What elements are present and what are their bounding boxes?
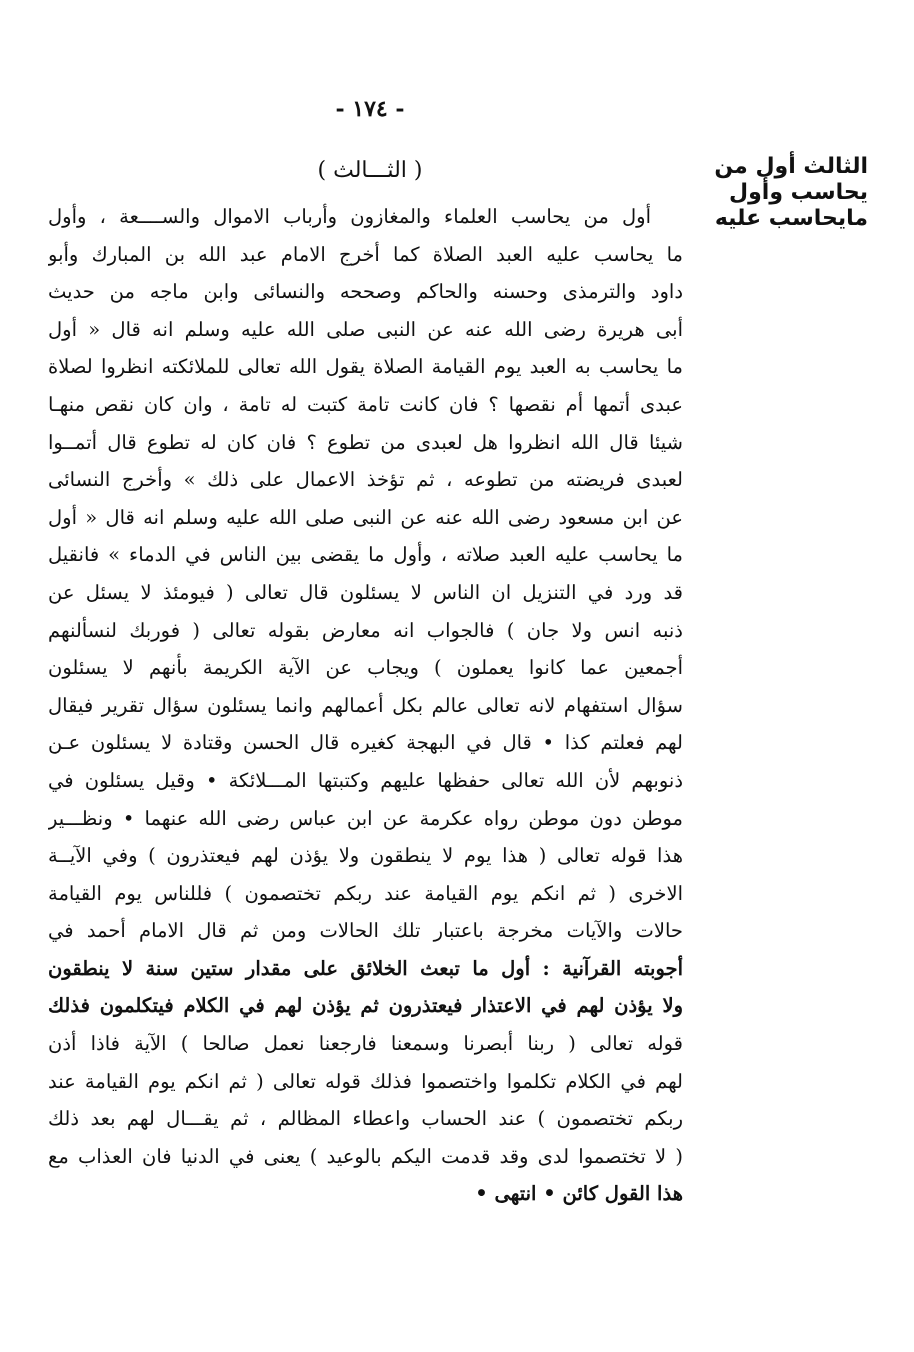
text-line: ذنبه انس ولا جان ) فالجواب انه معارض بقوله تعالى ( فوربك لنسألنهم <box>48 618 683 642</box>
text-line: ما يحاسب عليه العبد الصلاة كما أخرج الامام عبد الله بن المبارك وأبو <box>48 242 683 266</box>
body-text <box>48 198 683 1213</box>
text-line-final: هذا القول كائن • انتهى • <box>475 1182 683 1206</box>
text-line: ذنوبهم لأن الله تعالى حفظها عليهم وكتبتها المـــلائكة • وقيل يسئلون في <box>48 768 683 792</box>
text-line: موطن دون موطن رواه عكرمة عن ابن عباس رضى الله عنهما • ونظـــير <box>48 806 683 830</box>
text-line: حالات والآيات مخرجة باعتبار تلك الحالات ومن ثم قال الامام أحمد في <box>48 919 683 943</box>
text-line-bold: أجوبته القرآنية : أول ما تبعث الخلائق على مقدار ستين سنة لا ينطقون <box>48 956 683 980</box>
margin-note-line: مايحاسب عليه <box>714 206 868 231</box>
text-line: لعبدى فريضته من تطوعه ، ثم تؤخذ الاعمال على ذلك » وأخرج النسائى <box>48 468 683 492</box>
text-line: أول من يحاسب العلماء والمغازون وأرباب الاموال والســــعة ، وأول <box>48 205 651 228</box>
text-line: سؤال استفهام لانه تعالى عالم بكل أعمالهم وانما يسئلون سؤال تقرير فيقال <box>48 693 683 717</box>
text-line: ربكم تختصمون ) عند الحساب واعطاء المظالم ، ثم يقـــال لهم بعد ذلك <box>48 1107 683 1131</box>
text-line-bold: ولا يؤذن لهم في الاعتذار فيعتذرون ثم يؤذن لهم في الكلام فيتكلمون فذلك <box>48 994 683 1018</box>
text-line: لهم في الكلام تكلموا واختصموا فذلك قوله تعالى ( ثم انكم يوم القيامة عند <box>48 1069 683 1093</box>
text-line: عن ابن مسعود رضى الله عنه عن النبى صلى الله عليه وسلم انه قال « أول <box>48 505 683 529</box>
text-line: الاخرى ( ثم انكم يوم القيامة عند ربكم تختصمون ) فللناس يوم القيامة <box>48 881 683 905</box>
page-number: - ١٧٤ - <box>335 96 405 122</box>
margin-note <box>714 154 868 232</box>
text-line: قوله تعالى ( ربنا أبصرنا وسمعنا فارجعنا نعمل صالحا ) الآية فاذا أذن <box>48 1032 683 1056</box>
text-line: لهم فعلتم كذا • قال في البهجة كغيره قال الحسن وقتادة لا يسئلون عـن <box>48 731 683 755</box>
margin-note-line: الثالث أول من <box>714 154 868 179</box>
text-line: أبى هريرة رضى الله عنه عن النبى صلى الله عليه وسلم انه قال « أول <box>48 317 683 341</box>
margin-note-line: يحاسب وأول <box>729 180 868 205</box>
text-line: شيئا قال الله انظروا هل لعبدى من تطوع ؟ فان كان له تطوع قال أتمــوا <box>48 430 683 454</box>
text-line: هذا قوله تعالى ( هذا يوم لا ينطقون ولا يؤذن لهم فيعتذرون ) وفي الآيــة <box>48 844 683 868</box>
text-line: قد ورد في التنزيل ان الناس لا يسئلون قال تعالى ( فيومئذ لا يسئل عن <box>48 580 683 604</box>
text-line: داود والترمذى وحسنه والحاكم وصححه والنسائى وابن ماجه من حديث <box>48 280 683 304</box>
text-line: عبدى أتمها أم نقصها ؟ فان كانت تامة كتبت له تامة ، وان كان نقص منهـا <box>48 392 683 416</box>
section-heading: ( الثـــالث ) <box>317 158 423 183</box>
text-line: أجمعين عما كانوا يعملون ) ويجاب عن الآية الكريمة بأنهم لا يسئلون <box>48 656 683 680</box>
text-line: ( لا تختصموا لدى وقد قدمت اليكم بالوعيد ) يعنى في الدنيا فان العذاب مع <box>48 1144 683 1168</box>
text-line: ما يحاسب عليه العبد صلاته ، وأول ما يقضى بين الناس في الدماء » فانقيل <box>48 543 683 567</box>
text-line: ما يحاسب به العبد يوم القيامة الصلاة يقول الله تعالى للملائكته انظروا لصلاة <box>48 355 683 379</box>
